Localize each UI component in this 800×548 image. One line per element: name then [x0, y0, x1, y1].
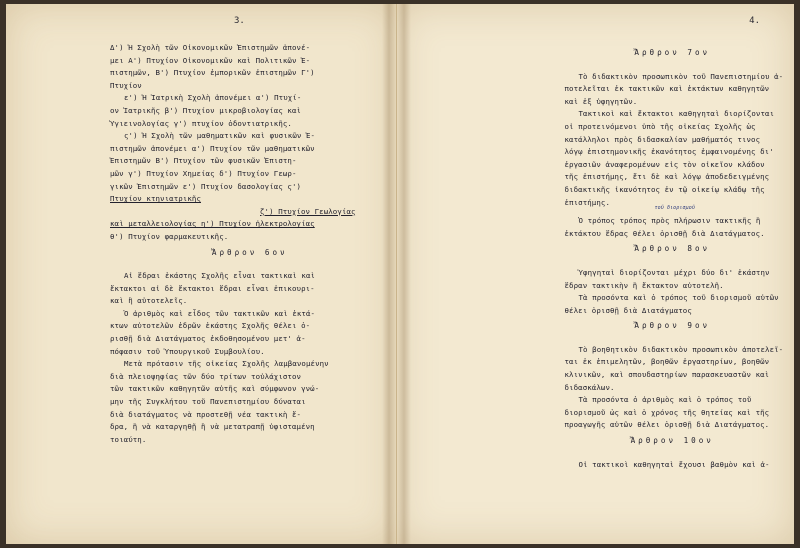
text-line: λόγῳ ἐπιστημονικῆς ἐκανότητος ἐμφαινομένης δι' [564, 147, 774, 157]
text-line: διορισμοῦ ὡς καὶ ὁ χρόνος τῆς θητείας καὶ τῆς [564, 407, 770, 417]
text-line: Τὸ βοηθητικὸν διδακτικὸν προσωπικὸν ἀποτελεῖ- [578, 344, 784, 354]
text-line: Μετὰ πρότασιν τῆς οἰκείας Σχολῆς λαμβανομένην [124, 359, 329, 369]
text-line: Τὰ προσόντα ὁ ἀριθμὸς καὶ ὁ τρόπος τοῦ [578, 395, 752, 405]
text-line: γικῶν Ἐπιστημῶν ε') Πτυχίον δασολογίας ς') [110, 181, 302, 191]
text-line: Ὑγιεινολογίας γ') πτυχίον ὀδοντιατρικῆς. [110, 118, 292, 128]
text-line: πιστημῶν, Β') Πτυχίον ἐμπορικῶν ἐπιστημῶν Γ') [110, 68, 315, 78]
gutter-shadow [397, 4, 411, 544]
text-line: Πτυχίον κτηνιατρικῆς [110, 194, 201, 204]
text-line: τῶν τακτικῶν καθηγητῶν αὐτῆς καὶ σύμφωνον γνώ- [110, 384, 320, 394]
text-line: καὶ ἢ αὐτοτελεῖς. [110, 296, 188, 306]
text-line: τῆς ἐπιστήμης, ἔτι δὲ καὶ λόγῳ ἀποδεδειγμένης [564, 172, 770, 182]
text-line: κλινικῶν, καὶ σπουδαστηρίων παρασκευαστῶν καὶ [564, 370, 770, 380]
text-line: Ὑφηγηταὶ διορίζονται μέχρι δύο δι' ἑκάστην [578, 267, 770, 277]
right-page-text [564, 44, 784, 471]
text-line: Ὁ τρόπος τρόπος πρὸς πλήρωσιν τακτικῆς ἢ [578, 216, 761, 226]
text-line: ἔκτακτοι αἱ δὲ ἔκτακτοι ἕδραι εἶναι ἐπικουρι- [110, 283, 315, 293]
text-line: Ὁ ἀριθμὸς καὶ εἶδος τῶν τακτικῶν καὶ ἐκτά- [124, 308, 316, 318]
article-9-heading: Ἄρθρον 9ον [634, 321, 711, 331]
article-6-heading: Ἄρθρον 6ον [211, 247, 288, 257]
text-line: ρισθῇ διὰ Διατάγματος ἐκδοθησομένου μετ' ἀ- [110, 334, 306, 344]
text-line: μει Α') Πτυχίον Οἰκονομικῶν καὶ Πολιτικῶν Ἐ- [110, 55, 311, 65]
text-line: προαγωγῆς αὐτῶν θέλει ὁρισθῇ διὰ Διατάγματος. [564, 420, 770, 430]
text-line: θέλει ὁρισθῇ διὰ Διατάγματος [564, 305, 692, 315]
article-8-heading: Ἄρθρον 8ον [634, 244, 711, 254]
text-line: κατάλληλοι πρὸς διδασκαλίαν μαθήματός τινος [564, 134, 761, 144]
text-line: πιστημῶν ἀπονέμει α') Πτυχίον τῶν μαθηματικῶν [110, 143, 315, 153]
text-line: θ') Πτυχίον φαρμακευτικῆς. [110, 231, 229, 241]
text-line: ἐργασιῶν ἀναφερομένων εἰς τὸν οἰκεῖον κλάδον [564, 159, 765, 169]
text-line: διὰ πλειοψηφίας τῶν δύο τρίτων τοὐλάχιστον [110, 371, 302, 381]
text-line: ἐπιστήμης. [564, 197, 610, 207]
text-line: Δ') Ἡ Σχολὴ τῶν Οἰκονομικῶν Ἐπιστημῶν ἀπονέ- [110, 43, 311, 52]
text-line: καὶ μεταλλειολογίας η') Πτυχίον ἠλεκτρολογίας [110, 219, 315, 229]
text-line: τοιαύτη. [110, 434, 147, 444]
text-line: δρα, ἢ νὰ καταργηθῇ ἢ νὰ μετατραπῇ ὑφισταμένη [110, 422, 315, 432]
text-line: ς') Ἡ Σχολὴ τῶν μαθηματικῶν καὶ φυσικῶν Ἐ- [124, 131, 316, 141]
handwritten-annotation: τοῦ διορισμοῦ [654, 205, 695, 212]
text-line: Οἱ τακτικοὶ καθηγηταὶ ἔχουσι βαθμὸν καὶ ἀ- [578, 459, 770, 469]
text-line: ἕδραν τακτικὴν ἢ ἔκτακτον αὐτοτελῆ. [564, 280, 724, 290]
text-line: μην τῆς Συγκλήτου τοῦ Πανεπιστημίου δύναται [110, 397, 306, 407]
text-line: ται ἐκ ἐπιμελητῶν, βοηθῶν ἐργαστηρίων, βοηθῶν [564, 357, 770, 367]
text-line: ον Ἰατρικῆς β') Πτυχίον μικροβιολογίας καὶ [110, 105, 302, 115]
text-line: Τακτικοὶ καὶ ἔκτακτοι καθηγηταὶ διορίζονται [578, 109, 775, 119]
article-7-heading: Ἄρθρον 7ον [634, 48, 711, 57]
text-line: Τὸ διδακτικὸν προσωπικὸν τοῦ Πανεπιστημίου ἀ- [578, 71, 784, 81]
document-spread [6, 4, 794, 544]
text-line: ε') Ἡ Ἰατρικὴ Σχολὴ ἀπονέμει α') Πτυχί- [124, 93, 302, 103]
text-line: ἐκτάκτου ἕδρας θέλει ὁρισθῇ διὰ Διατάγματος. [564, 228, 765, 238]
page-number-4: 4. [749, 16, 760, 26]
text-line: ποτελεῖται ἐκ τακτικῶν καὶ ἐκτάκτων καθηγητῶν [564, 84, 770, 94]
text-line: διδακτικῆς ἱκανότητος ἐν τῷ οἰκείῳ κλάδῳ τῆς [564, 184, 765, 194]
text-line: διὰ διατάγματος νὰ προστεθῇ νέα τακτικὴ ἕ- [110, 409, 302, 419]
text-line: μῶν γ') Πτυχίον Χημείας δ') Πτυχίον Γεωρ- [110, 168, 297, 178]
text-line: Ἐπιστημῶν Β') Πτυχίον τῶν φυσικῶν Ἐπιστη- [110, 156, 297, 166]
left-page [6, 4, 397, 544]
right-page [397, 4, 795, 544]
text-line: Αἱ ἕδραι ἑκάστης Σχολῆς εἶναι τακτικαὶ καὶ [124, 271, 316, 281]
text-line: καὶ ἐξ ὑφηγητῶν. [564, 96, 638, 106]
left-page-text [110, 42, 390, 446]
article-10-heading: Ἄρθρον 10ον [630, 436, 714, 446]
text-line: οἱ προτεινόμενοι ὑπὸ τῆς οἰκείας Σχολῆς ὡς [564, 121, 756, 131]
text-line: Πτυχίον [110, 80, 142, 90]
text-line: πόφασιν τοῦ Ὑπουργικοῦ Συμβουλίου. [110, 346, 265, 356]
text-line: ζ') Πτυχίον Γεωλογίας [260, 206, 356, 216]
text-line: κτων αὐτοτελῶν ἑδρῶν ἑκάστης Σχολῆς θέλει ὁ- [110, 321, 311, 331]
text-line: διδασκάλων. [564, 382, 615, 392]
page-number-3: 3. [234, 16, 245, 26]
text-line: Τὰ προσόντα καὶ ὁ τρόπος τοῦ διορισμοῦ αὐτῶν [578, 293, 779, 303]
